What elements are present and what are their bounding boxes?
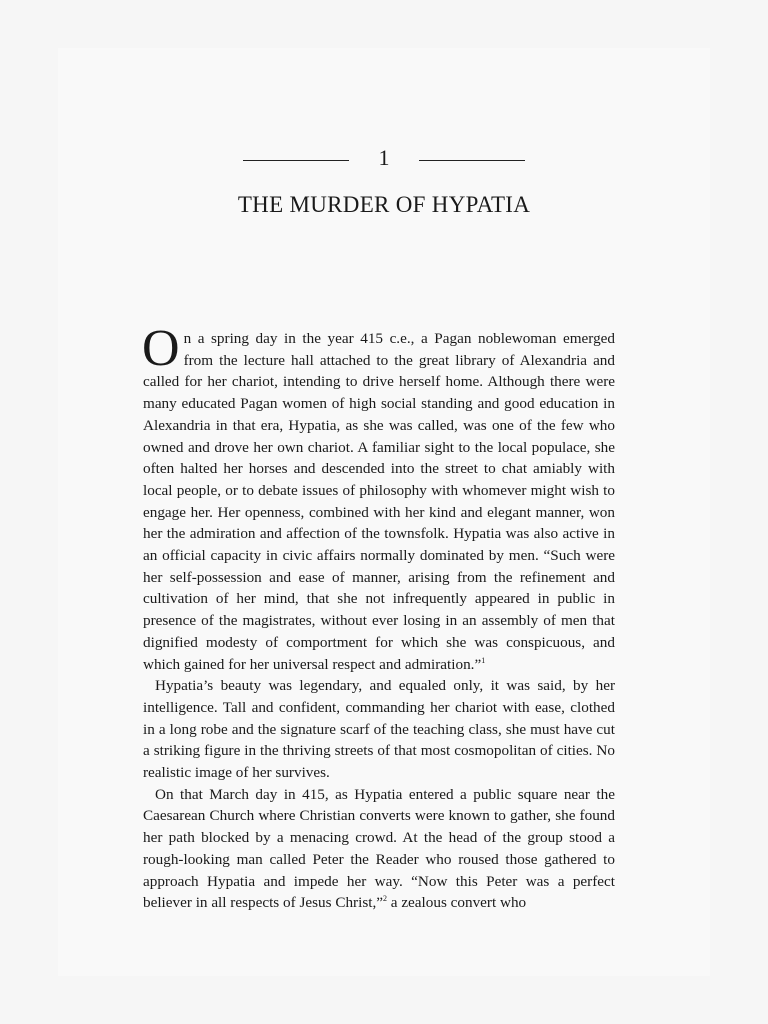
paragraph-3-continuation: a zealous convert who	[386, 894, 527, 912]
paragraph-3	[143, 784, 615, 914]
chapter-heading	[0, 145, 768, 219]
chapter-body	[142, 320, 615, 914]
footnote-marker-2: 2	[382, 894, 387, 904]
paragraph-1-text: n a spring day in the year 415 c.e., a Pagan noblewoman emerged from the lecture hall attached to the great library of Alexandria and called for her chariot, intending to drive herself home. Although there were many educated Pagan women of high social standing and good education in Alexandria in that era, Hypatia, as she was called, was one of the few who owned and drove her own chariot. A familiar sight to the local populace, she often halted her horses and descended into the street to chat amiably with local people, or to debate issues of philosophy with whomever might wish to engage her. Her openness, combined with her kind and elegant manner, won her the admiration and affection of the townsfolk. Hypatia was also active in an official capacity in civic affairs normally dominated by men. “Such were her self-possession and ease of manner, arising from the refinement and cultivation of her mind, that she not infrequently appeared in public in presence of the magistrates, without ever losing in an assembly of men that dignified modesty of comportment for which she was conspicuous, and which gained for her universal respect and admiration.”	[143, 330, 615, 673]
paragraph-2	[143, 675, 615, 784]
chapter-title: THE MURDER OF HYPATIA	[237, 192, 531, 217]
left-rule	[243, 160, 349, 161]
footnote-marker-1: 1	[481, 655, 486, 665]
paragraph-1	[142, 320, 615, 675]
paragraph-3-text: On that March day in 415, as Hypatia entered a public square near the Caesarean Church where Christian converts were known to gather, she found her path blocked by a menacing crowd. At the head of the group stood a rough-looking man called Peter the Reader who roused those gathered to approach Hypatia and impede her way. “Now this Peter was a perfect believer in all respects of Jesus Christ,”	[143, 785, 615, 912]
chapter-number-row	[0, 145, 768, 171]
right-rule	[419, 160, 525, 161]
chapter-number: 1	[378, 145, 390, 170]
drop-cap: O	[142, 320, 180, 377]
paragraph-2-text: Hypatia’s beauty was legendary, and equaled only, it was said, by her intelligence. Tall and confident, commanding her chariot with ease, clothed in a long robe and the signature scarf of the teaching class, she must have cut a striking figure in the thriving streets of that most cosmopolitan of cities. No realistic image of her survives.	[143, 677, 615, 782]
